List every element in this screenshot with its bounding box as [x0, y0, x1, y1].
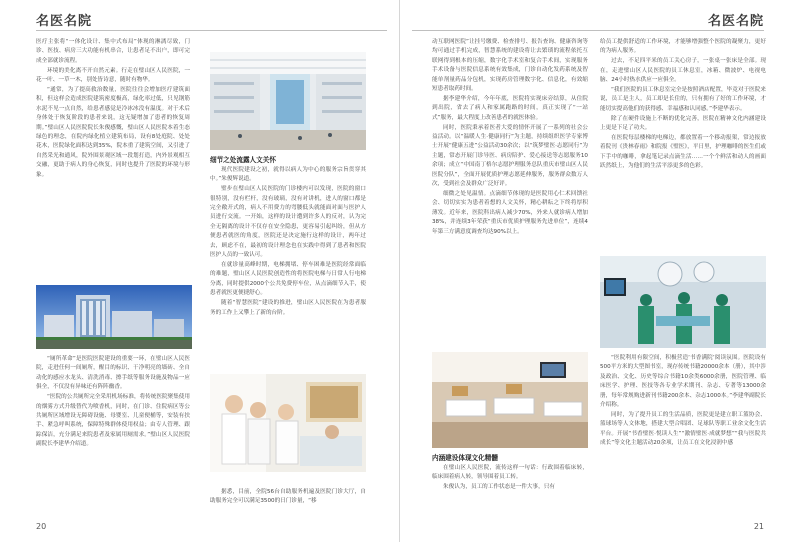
surgery-illustration — [600, 256, 766, 348]
paragraph: 朱俊认为，员工的工作状态是一件大事，只有 — [443, 484, 555, 491]
text-column-2 — [36, 355, 190, 450]
paragraph: 随着“智慧医院”建设的推进，璧山区人民医院在为患者服务的工作上又攀上了新的台阶。 — [210, 300, 366, 316]
paragraph: 在璧山区人民医院，流传这样一句话：行政围着临床转，临床围着病人转，领导围着员工转。 — [432, 464, 588, 481]
text-column-1-continued — [432, 454, 588, 493]
medical-staff-photo — [210, 374, 366, 472]
paragraph: 在就诊量高峰时期，电梯拥堵、停车困难是医院经常面临的难题，璧山区人民医院创造性的将医院电梯与日常人行电梯分离，同时提供2000个公共免费停车位，从点滴细节入手，使患者就医更便捷舒心。 — [210, 261, 366, 297]
hospital-lobby-photo — [210, 52, 366, 150]
paragraph: 现代医院建设之初，就得以病人为中心的服务宗旨贯穿其中。”朱俊辉说道。 — [210, 166, 366, 183]
ward-illustration — [432, 352, 588, 448]
paragraph: 同时，为了提升员工的生活品质，医院更是建立职工篮协会、篮球场等人文体地，搭建大型合唱团、足球队等职工业余文化生活平台。开展“书香璧医·悦读人生”“激情璧医·成就梦想”“我与医院共成长”等文化主题活动20余项，让员工在文化浸润中感 — [600, 411, 766, 447]
text-column-2 — [600, 38, 766, 172]
staff-illustration — [210, 374, 366, 472]
right-page — [400, 0, 800, 542]
paragraph: 医疗主张将“一体化设计、集中式布局”体现的淋漓尽致，门诊、医技、病房三大功能有机串合，让患者足不出户，即可完成全部就诊流程。 — [36, 39, 190, 64]
paragraph: “医院利用有限空间，积极营造‘书香满院’阅读氛围。医院设有500平方米的大型图书室，现存传统书籍20000余本（册），其中涉及政治、文化、历史等综合书籍10余类6000余册，医院管理、临床医学、护理、医技等各专业学术期刊、杂志、专著等13000余册，每年常规购进新刊书籍200余本、杂志1000本。”李建华副院长介绍称。 — [600, 355, 766, 409]
paragraph: 动互联网医院”让挂号缴费、检查排号、报告查询、健康咨询等均可通过手机完成，智慧系统的建设将让去繁琐的流程依托互联网得到根本的压缩，数字化手术室和复合手术间，实现服务手术设备与医院信息系统有效集成，门诊自动化发药系统及智能单剂量药品分包机，实现药房管理数字化、信息化，有效缩短患者取药时间。 — [432, 39, 588, 93]
page-number: 21 — [753, 522, 764, 531]
paragraph: 据悉，目前，全院56台自助服务机遍及医院门诊大厅，自助服务完全可以满足3500的日门诊量，“移 — [210, 489, 366, 505]
paragraph: 璧步在璧山区人民医院的门诊楼内可以发现，医院的窗口很特别，没有栏杆，没有玻璃，没有对讲机，进人的窗口都是完全敞开式的，病人不用费力的弯腰低头就能面对面与医护人员进行交流。一开始，这样的设计遭到许多人的反对，认为完全无隔离的设计不仅存在安全隐患，更容易引起纠纷，但从方便患者就医的角度，医院还是决定施行这样的设计，两年过去，顾虑不在，最初的设计理念也在实践中得到了患者和医院医护人员的一致认可。 — [210, 186, 366, 259]
paragraph: “我们医院的员工休息室完全是按照酒店配置，毕竟对于医院来说，员工是主人，员工却是长住的，只有拥有了好的工作环境，才能切实提高他们的获得感、幸福感和认同感。”李建华表示。 — [600, 87, 766, 112]
text-column-3-continued — [210, 488, 366, 507]
paragraph: 细微之处见温情。点滴细节体现的是医院用心仁术回馈社会、切切实实为患者着想的人文关怀，精心耕耘之下终将厚积薄发。近年来，医院科出病人减少70%，外来人就诊病人增加38%，并连续3年荣获“重庆市优质护理服务先进单位”，连续4年第三方满意度调查均达90%以上。 — [432, 191, 588, 235]
text-column-3 — [210, 156, 366, 318]
text-column-3 — [600, 354, 766, 449]
paragraph: 除了在硬件设施上不断的优化完善，医院在精神文化内涵建设上更是下足了功夫。 — [600, 115, 766, 132]
section-subheading: 内涵建设体现文化精髓 — [432, 454, 498, 462]
text-column-1 — [36, 38, 190, 181]
hospital-building-photo — [36, 285, 192, 349]
lobby-illustration — [210, 52, 366, 150]
page-header: 名医名院 — [36, 14, 93, 29]
page-header: 名医名院 — [707, 14, 764, 29]
page-number: 20 — [36, 522, 47, 531]
hospital-ward-photo — [432, 352, 588, 448]
paragraph: “通常，为了提高救治数量，医院往往会增加医疗建筑面积，但这样会造成医院建筑密度极高，绿化率过低，只见钢筋水泥不见一点自然，给患者感觉是冷冰冰没有温度。对于术后身体处于恢复阶段的患者来说，这无疑增加了患者的恢复周期。”璧山区人民医院院长朱俊感慨，璧山区人民医院本着生态绿色的理念，在院内绿化植立建筑布局，设有8处庭院、处处花木，医院绿化面积达到35%，院本重了建筑空间，又引进了自然采光和通风，院外围景观区域一段划打造，内外景观相互交融，更助于病人的身心恢复，同时也提升了医院的环境与形象。 — [36, 87, 190, 178]
operating-room-photo — [600, 256, 766, 348]
section-subheading: 细节之处流露人文关怀 — [210, 156, 276, 164]
header-rule — [412, 30, 764, 31]
paragraph: 环境的美化离不开自然元素。行走在璧山区人民医院，一花一叶、一草一木，别处皆诗意，随时有物华。 — [36, 67, 190, 84]
building-illustration — [36, 285, 192, 349]
paragraph: 同时，医院秉承着医者大爱的情怀开展了一系列的社会公益活动。以“温暖人生·健康同行”为主题，持续组织医学专家博士开展“健康五进”公益活动30余次；以“筑梦璧医·志愿同行”为主题，常态开展门诊导医、病房陪护、爱心接送等志愿服务10余项；成立“中国南丁格尔志愿护理服务总队重庆市璧山区人民医院分队”，全面开展优质护理志愿延伸服务，服务群众数万人次，受到社会及群众广泛好评。 — [432, 124, 588, 188]
paragraph: “医院的公共厕所完全采用机场标准，将传统医院聚集使用的烟雾方式升级替代为喷香机，同时，在门诊、住院病区等公共厕所区域增设无障碍设施、母婴室、儿童便桶等，安装有扶手、紧急呼叫系统，保障特殊群体使用权益；由专人管理、跟踪保洁，充分满足来院患者及家属用厕需求。”璧山区人民医院副院长李建华介绍道。 — [36, 394, 190, 448]
paragraph: “厕所革命”是医院医院建设的重要一环，在璧山区人民医院，走进任何一间厕所，醒目的标识、干净明亮的墙砖、全自动化的感应水龙头、清洗消毒、擦手纸等服务设施及物品一应俱全，不仅没有异味还有阵阵幽香。 — [36, 356, 190, 391]
text-column-1 — [432, 38, 588, 238]
paragraph: 在医院每层楼梯的电梯边，都放置着一个移动报架，常边报放着院刊《贵林春雨》和院报《璧医》，平日里，护理咖啡的医生们或下手中的咖啡，拿起笔记录点滴生活……一个个鲜活和动人的画面跃然纸上，为他们的生活平添更多的色彩。 — [600, 135, 766, 170]
paragraph: 给员工提供舒适的工作环境，才能够增强整个医院的凝聚力，更好的为病人服务。 — [600, 39, 766, 55]
paragraph: 据李建华介绍，今年年底，医院将实现床旁结算，从住院到出院，省去了病人和家属跑路的时间，真正实现了“一站式”服务，最大程度上改善患者的就医体验。 — [432, 95, 588, 121]
header-rule — [36, 30, 387, 31]
paragraph: 过去，不足四平米的员工关心房子，一张桌一张床是全部。现在，走进璧山区人民医院的员工休息室，冰箱、微波炉、电视电脑、24小时热水供应一应俱全。 — [600, 58, 766, 84]
